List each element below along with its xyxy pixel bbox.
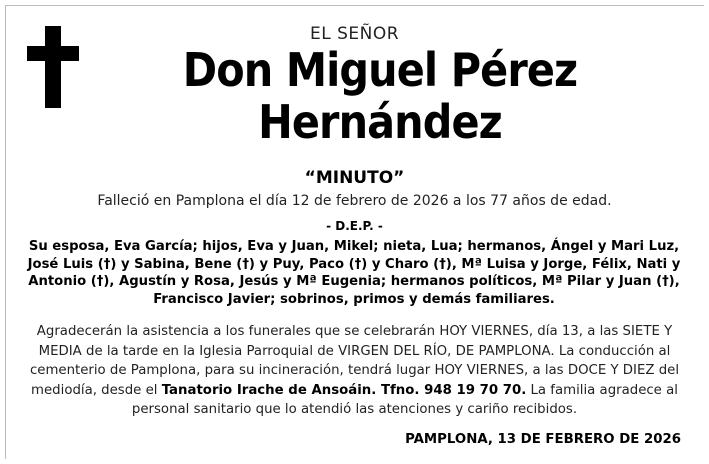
nickname: “MINUTO” [304, 168, 405, 188]
place-date-footer: PAMPLONA, 13 DE FEBRERO DE 2026 [405, 432, 681, 447]
funeral-home-details: Tanatorio Irache de Ansoáin. Tfno. 948 19 70 70. [161, 382, 527, 398]
deceased-name [146, 44, 614, 148]
dep-label: - D.E.P. - [326, 219, 383, 233]
funeral-notice [18, 322, 691, 420]
cross-horizontal-bar [27, 46, 79, 61]
funeral-notice-thanks: La familia agradece al personal sanitario que lo atendió las atenciones y cariño recibidos. [131, 382, 678, 417]
deceased-name-line1: Don Miguel Pérez [182, 43, 578, 97]
family-list: Su esposa, Eva García; hijos, Eva y Juan, Mikel; nieta, Lua; hermanos, Ángel y Mari Luz, José Luis (†) y Sabina, Bene (†) y Puy, Paco (†) y Charo (†), Mª Luisa y Jorge, Félix, Nati y Antonio (†), Agustín y Rosa, Jesús y Mª Eugenia; hermanos políticos, Mª Pilar y Juan (†), Francisco Javier; sobrinos, primos y demás familiares. [27, 239, 681, 307]
death-statement: Falleció en Pamplona el día 12 de febrero de 2026 a los 77 años de edad. [97, 193, 612, 209]
honorific-prefix: EL SEÑOR [309, 24, 400, 44]
deceased-name-line2: Hernández [258, 95, 502, 149]
funeral-notice-text: Agradecerán la asistencia a los funerales que se celebrarán HOY VIERNES, día 13, a las SIETE Y MEDIA de la tarde en la Iglesia Parroquial de VIRGEN DEL RÍO, DE PAMPLONA. La conducción al cementerio de Pamplona, para su incineración, tendrá lugar HOY VIERNES, a las DOCE Y DIEZ del mediodía, desde el [29, 324, 680, 398]
